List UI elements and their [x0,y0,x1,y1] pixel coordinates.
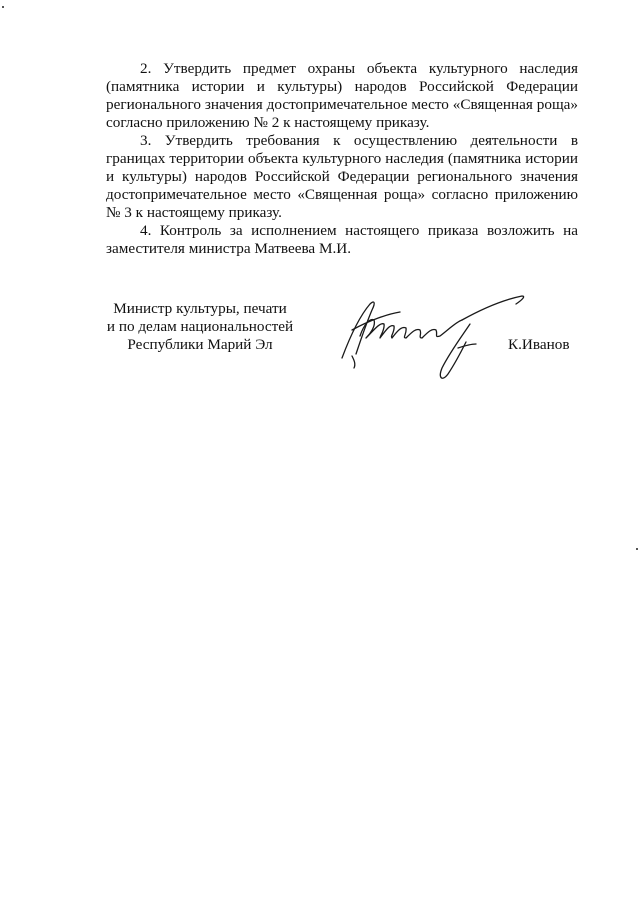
signatory-position [100,300,300,354]
paragraph-item-3: 3. Утвердить требования к осуществлению деятельности в границах территории объекта культурного наследия (памятника истории и культуры) народов Российской Федерации регионального значения достопримечательное место «Священная роща» согласно приложению № 3 к настоящему приказу. [106,132,578,221]
order-body [106,60,578,258]
paragraph-item-4: 4. Контроль за исполнением настоящего приказа возложить на заместителя министра Матвеева М.И. [106,222,578,257]
scan-edge-mark [2,6,4,8]
position-line: Министр культуры, печати [113,300,287,317]
paragraph-item-2: 2. Утвердить предмет охраны объекта культурного наследия (памятника истории и культуры) народов Российской Федерации регионального значения достопримечательное место «Священная роща» согласно приложению № 2 к настоящему приказу. [106,60,578,131]
position-line: и по делам национальностей [106,318,294,335]
position-line: Республики Марий Эл [127,336,273,353]
scan-edge-mark [636,548,638,550]
signatory-name: К.Иванов [508,336,570,353]
handwritten-signature [330,290,530,385]
